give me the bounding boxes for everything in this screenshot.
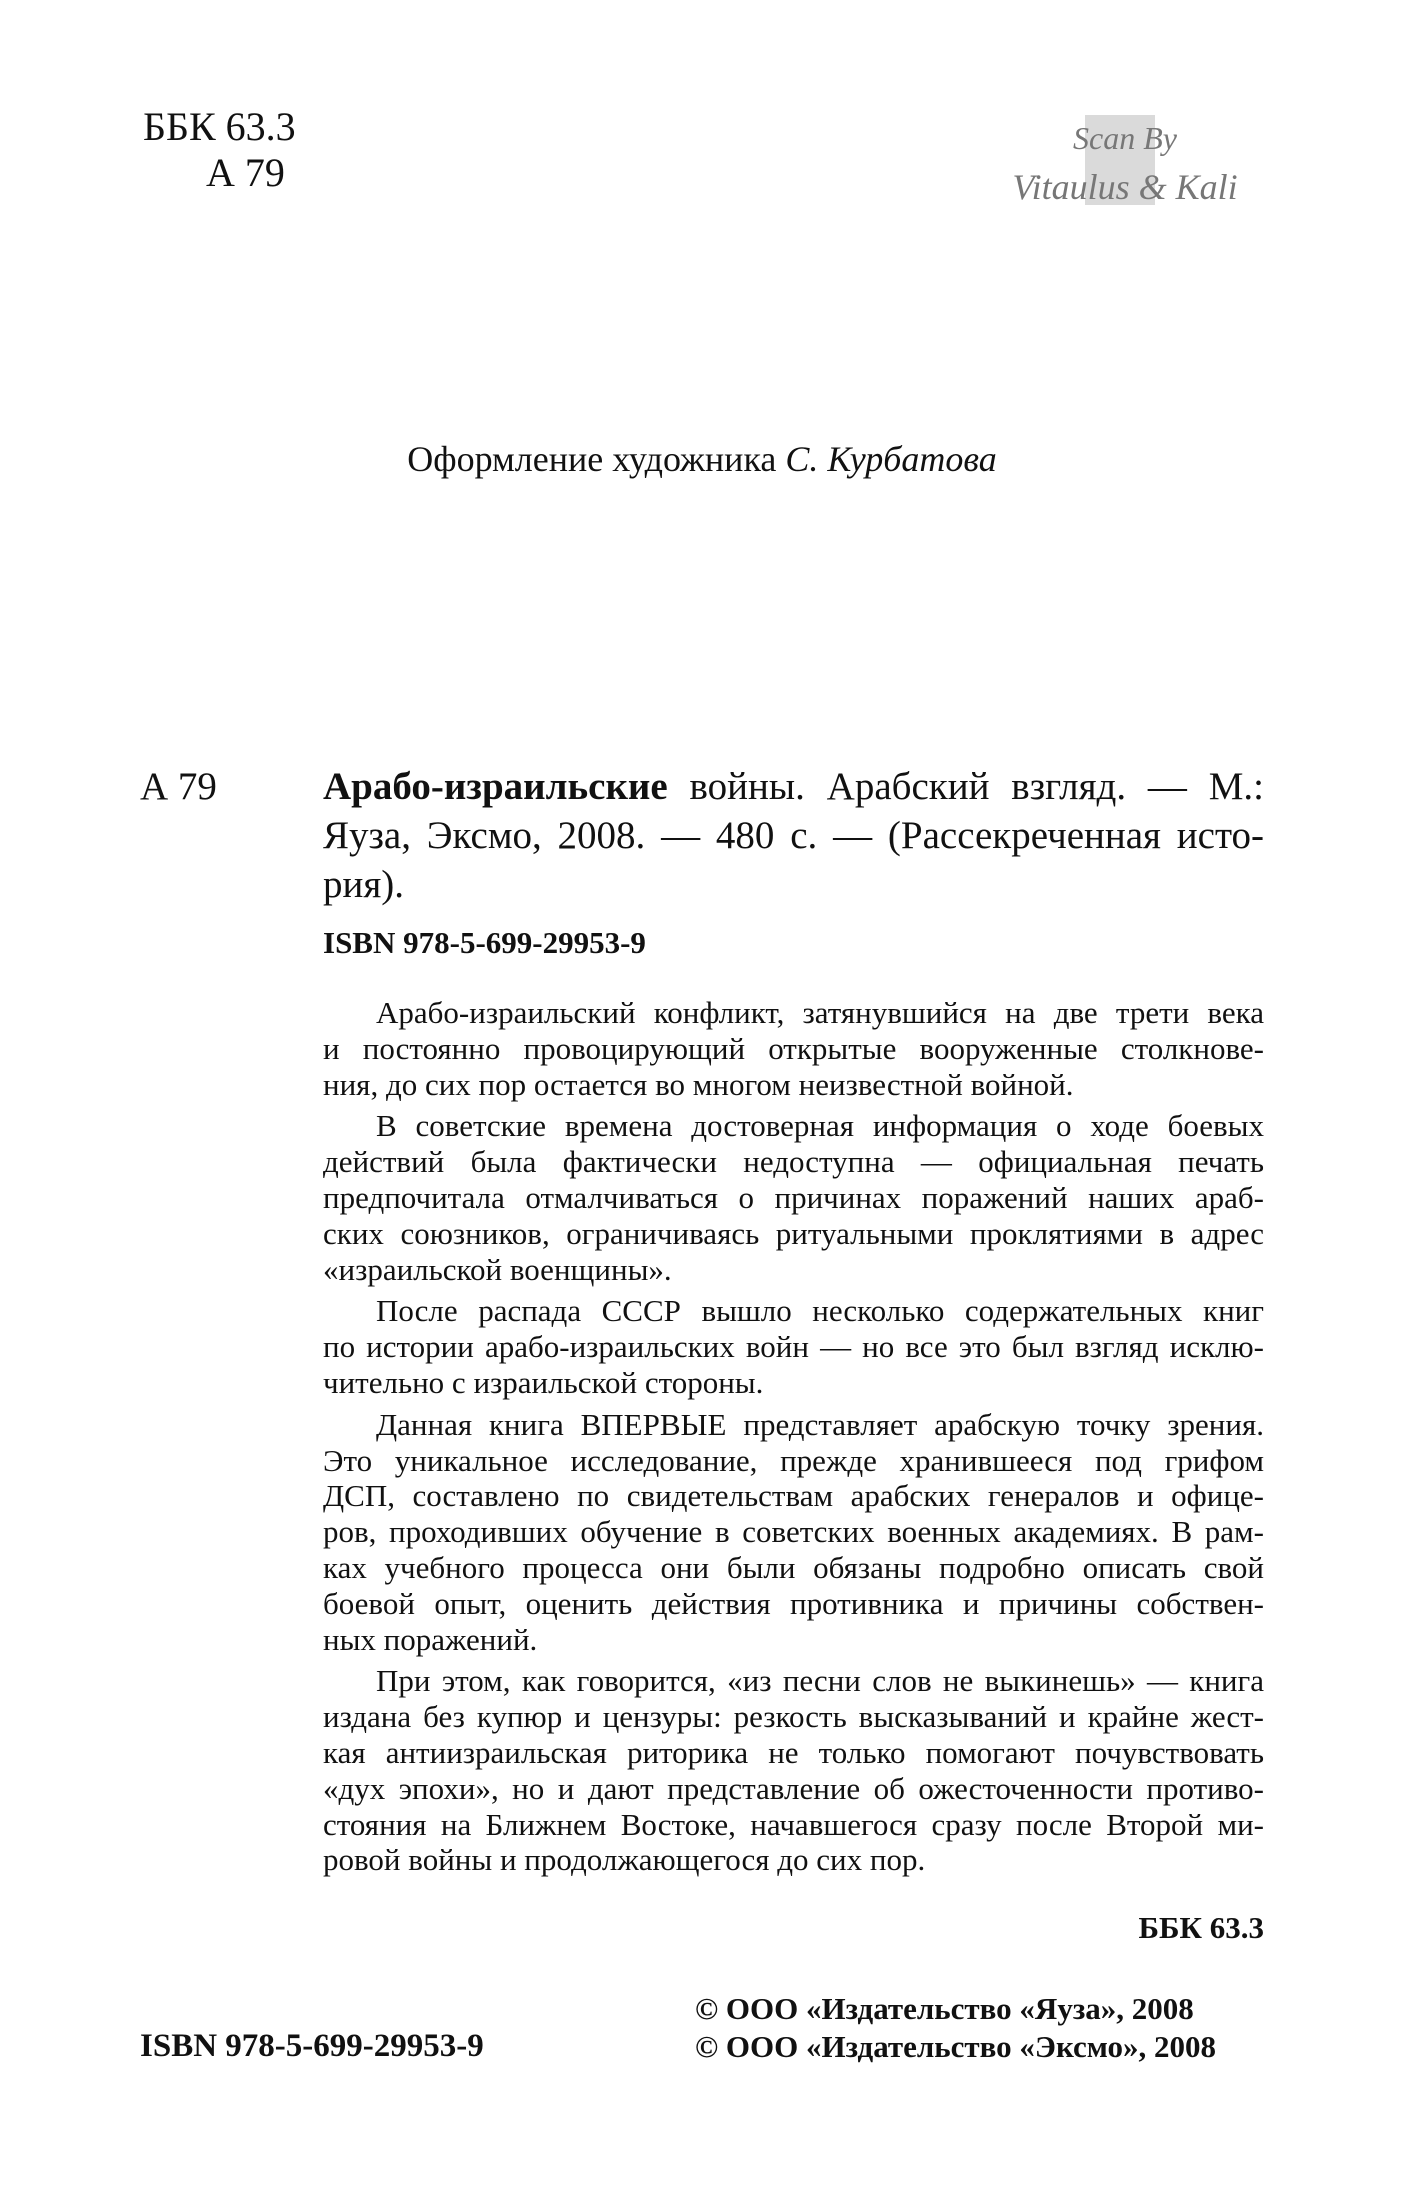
- title-line: рия).: [323, 863, 405, 906]
- bbk-header: [143, 104, 296, 196]
- annotation-paragraph: [323, 1293, 1264, 1400]
- annotation-line: и постоянно провоцирующий открытые вооруженные столкнове-: [323, 1030, 1264, 1066]
- copyrights: [695, 1990, 1216, 2066]
- title-bold: Арабо-израильские: [323, 765, 668, 808]
- annotation-line: действий была фактически недоступна — официальная печать: [323, 1144, 1264, 1180]
- annotation-line: ках учебного процесса они были обязаны подробно описать свой: [323, 1549, 1264, 1585]
- author-mark: А 79: [206, 150, 285, 195]
- scanner-watermark: [975, 105, 1275, 215]
- design-credit-prefix: Оформление художника: [407, 439, 777, 479]
- annotation-line: стояния на Ближнем Востоке, начавшегося сразу после Второй ми-: [323, 1806, 1264, 1842]
- annotation-line: Арабо-израильский конфликт, затянувшийся на две трети века: [376, 995, 1264, 1030]
- annotation-line: «дух эпохи», но и дают представление об ожесточенности противо-: [323, 1770, 1264, 1806]
- annotation-line: предпочитала отмалчиваться о причинах поражений наших араб-: [323, 1179, 1264, 1215]
- annotation-line: по истории арабо-израильских войн — но все это был взгляд исклю-: [323, 1329, 1264, 1365]
- annotation-line: При этом, как говорится, «из песни слов не выкинешь» — книга: [376, 1663, 1264, 1699]
- title-line: Яуза, Эксмо, 2008. — 480 с. — (Рассекреченная исто-: [323, 814, 1264, 857]
- annotation-line: кая антиизраильская риторика не только помогают почувствовать: [323, 1734, 1264, 1770]
- annotation-paragraph: [323, 1108, 1264, 1287]
- annotation-line: Данная книга ВПЕРВЫЕ представляет арабскую точку зрения.: [376, 1406, 1264, 1442]
- annotation-line: ровой войны и продолжающегося до сих пор.: [323, 1842, 926, 1878]
- annotation-line: ния, до сих пор остается во многом неизвестной войной.: [323, 1066, 1074, 1102]
- annotation-paragraph: [323, 1407, 1264, 1658]
- annotation-line: боевой опыт, оценить действия противника и причины собствен-: [323, 1585, 1264, 1621]
- annotation-line: издана без купюр и цензуры: резкость высказываний и крайне жест-: [323, 1699, 1264, 1735]
- copyright-line: © ООО «Издательство «Эксмо», 2008: [695, 2029, 1217, 2064]
- annotation-line: ских союзников, ограничиваясь ритуальными проклятиями в адрес: [323, 1215, 1264, 1251]
- record-code: А 79: [140, 765, 217, 808]
- annotation-line: чительно с израильской стороны.: [323, 1364, 764, 1400]
- annotation-paragraph: [323, 1663, 1264, 1878]
- annotation: [323, 995, 1264, 1884]
- svg-text:Vitaulus & Kali: Vitaulus & Kali: [1012, 167, 1238, 207]
- annotation-line: ров, проходивших обучение в советских военных академиях. В рам-: [323, 1514, 1264, 1550]
- svg-text:Scan By: Scan By: [1073, 120, 1177, 156]
- annotation-line: ных поражений.: [323, 1621, 538, 1657]
- annotation-line: После распада СССР вышло несколько содержательных книг: [376, 1293, 1264, 1329]
- design-credit-artist: С. Курбатова: [785, 439, 997, 479]
- annotation-line: «израильской военщины».: [323, 1251, 672, 1287]
- annotation-paragraph: [323, 995, 1264, 1102]
- bibliographic-record: [323, 762, 1264, 909]
- footer-isbn: ISBN 978-5-699-29953-9: [140, 2028, 484, 2064]
- design-credit: [0, 438, 1404, 480]
- annotation-line: ДСП, составлено по свидетельствам арабских генералов и офице-: [323, 1478, 1264, 1514]
- bbk-footer: ББК 63.3: [1138, 1910, 1264, 1945]
- title-line: войны. Арабский взгляд. — М.:: [667, 765, 1264, 808]
- record-isbn: ISBN 978-5-699-29953-9: [323, 925, 646, 960]
- annotation-line: Это уникальное исследование, прежде хранившееся под грифом: [323, 1442, 1264, 1478]
- copyright-line: © ООО «Издательство «Яуза», 2008: [695, 1991, 1194, 2026]
- annotation-line: В советские времена достоверная информация о ходе боевых: [376, 1108, 1264, 1144]
- bbk-code: ББК 63.3: [143, 104, 296, 149]
